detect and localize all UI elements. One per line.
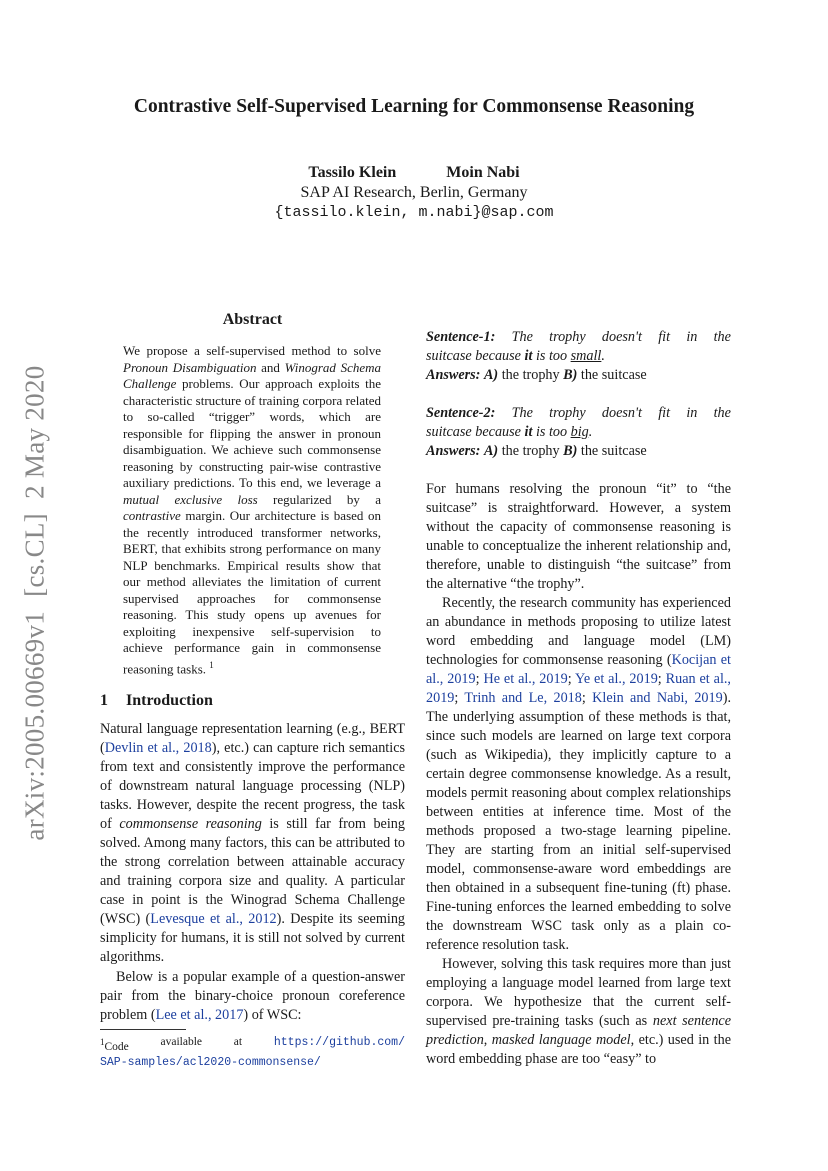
author-names (0, 163, 828, 183)
answers-label: Answers: (426, 443, 481, 459)
body-text: ; (475, 671, 484, 687)
pronoun: it (524, 424, 533, 440)
sentence-word: in (686, 329, 698, 345)
footnote-text: Code (104, 1040, 129, 1053)
citation-link[interactable]: Trinh and Le, 2018 (464, 690, 582, 706)
affiliation: SAP AI Research, Berlin, Germany (300, 184, 528, 201)
sentence-word: trophy (549, 329, 586, 345)
answer-option-text: the trophy (498, 367, 564, 383)
citation-link[interactable]: Klein and Nabi, 2019 (592, 690, 723, 706)
body-text: , (483, 1032, 492, 1048)
footnote-rule (100, 1029, 186, 1030)
author-name: Moin Nabi (446, 164, 520, 181)
body-text: ) of WSC: (243, 1007, 302, 1023)
example-sentence-2 (426, 404, 731, 461)
author-email: {tassilo.klein, m.nabi}@sap.com (274, 204, 554, 221)
citation-link[interactable]: Ruan et al., 2019 (426, 671, 731, 706)
sentence-word: The (511, 405, 533, 421)
body-emphasis: commonsense reasoning (119, 816, 262, 832)
abstract-text: regularized by a (257, 491, 381, 507)
abstract-emphasis: Winograd Schema Challenge (123, 359, 381, 391)
section-heading (100, 692, 405, 710)
sentence-word: doesn't (601, 405, 642, 421)
answer-option-text: the suitcase (577, 443, 647, 459)
citation-link[interactable]: Kocijan et al., 2019 (426, 652, 731, 687)
trigger-word: big (570, 424, 589, 440)
answer-option-label: B) (563, 443, 578, 459)
pronoun: it (524, 348, 533, 364)
sentence-text: suitcase because (426, 348, 525, 364)
author-name: Tassilo Klein (308, 164, 397, 181)
answer-option-label: A) (483, 443, 499, 459)
footnote-text: at (233, 1036, 243, 1048)
sentence-word: the (713, 405, 731, 421)
author-block (0, 163, 828, 223)
abstract-heading: Abstract (222, 311, 283, 328)
sentence-text: is too (532, 348, 571, 364)
body-text: , etc.) used in the word embedding phase are too “easy” to (426, 1032, 732, 1067)
footnote-url[interactable]: SAP-samples/acl2020-commonsense/ (100, 1055, 321, 1069)
body-emphasis: masked language model (491, 1032, 631, 1048)
answer-option-label: A) (483, 367, 499, 383)
footnote-number: 1 (100, 1037, 105, 1047)
body-text: ; (454, 690, 465, 706)
abstract-emphasis: contrastive (123, 508, 181, 523)
body-text: is still far from being solved. Among many factors, this can be attributed to the strong correlation between attainable accuracy and training corpora size and quality. A particular case in point is the Winograd Schema Challenge (WSC) ( (100, 816, 405, 927)
citation-link[interactable]: He et al., 2019 (483, 671, 568, 687)
body-text: ), etc.) can capture rich semantics from text and consistently improve the performance of downstream natural language processing (NLP) tasks. However, despite the recent progress, the task of (100, 740, 406, 832)
body-text: ; (581, 690, 593, 706)
abstract-body (123, 343, 381, 677)
sentence-text: is too (532, 424, 571, 440)
citation-link[interactable]: Ye et al., 2019 (575, 671, 658, 687)
abstract-text: We propose a self-supervised method to solve (123, 343, 381, 358)
sentence-word: fit (658, 405, 671, 421)
sentence-word: the (713, 329, 731, 345)
body-text: Recently, the research community has experienced an abundance in methods proposing to utilize latest word embedding and language model (LM) technologies for commonsense reasoning ( (426, 595, 731, 668)
intro-paragraph-2 (100, 968, 405, 1025)
citation-link[interactable]: Devlin et al., 2018 (104, 740, 212, 756)
answer-option-label: B) (563, 367, 578, 383)
body-text: ; (567, 671, 576, 687)
example-sentence-1 (426, 328, 731, 385)
sentence-label: Sentence-2: (426, 405, 496, 421)
footnote-text: available (160, 1036, 203, 1048)
abstract-text: margin. Our architecture is based on the recently introduced transformer networks, BERT, that exhibits strong performance on many NLP benchmarks. Empirical results show that our method alleviates the limitation of current supervised approaches for commonsense reasoning. This study opens up avenues for exploiting inexpensive self-supervision to achieve performance gain in commonsense reasoning tasks. (123, 508, 381, 676)
sentence-word: fit (658, 329, 671, 345)
sentence-text: . (588, 424, 593, 440)
trigger-word: small (570, 348, 602, 364)
sentence-label: Sentence-1: (426, 329, 496, 345)
arxiv-id: arXiv:2005.00669v1 [cs.CL] 2 May 2020 (19, 364, 50, 841)
arxiv-sidebar (14, 360, 56, 845)
body-emphasis: next sentence prediction (426, 1013, 732, 1048)
answer-option-text: the trophy (498, 443, 564, 459)
answer-option-text: the suitcase (577, 367, 647, 383)
body-text: ; (657, 671, 666, 687)
body-paragraph (426, 594, 731, 955)
body-paragraph (426, 955, 731, 1069)
sentence-word: in (686, 405, 698, 421)
abstract-emphasis: Pronoun Disambiguation (123, 359, 257, 375)
footnote (100, 1035, 405, 1070)
answers-label: Answers: (426, 367, 481, 383)
section-title: Introduction (126, 692, 213, 709)
abstract-text: and (256, 359, 285, 375)
right-column-body (426, 480, 731, 1069)
citation-link[interactable]: Lee et al., 2017 (155, 1007, 244, 1023)
footnote-url[interactable]: https://github.com/ (273, 1036, 405, 1049)
paper-title: Contrastive Self-Supervised Learning for Commonsense Reasoning (133, 96, 695, 117)
sentence-text: suitcase because (426, 424, 525, 440)
abstract-emphasis: mutual exclusive loss (123, 491, 258, 507)
footnote-marker[interactable]: 1 (209, 659, 214, 670)
abstract-text: problems. Our approach exploits the characteristic structure of training corpora related to so-called “trigger” words, which are responsible for flipping the answer in pronoun disambiguation. We achieve such commonsense reasoning by constructing pair-wise contrastive auxiliary predictions. To this end, we leverage a (123, 376, 381, 490)
body-text: Natural language representation learning (e.g., BERT ( (100, 721, 405, 756)
intro-paragraph-1 (100, 720, 405, 967)
body-text: However, solving this task requires more than just employing a language model learned from large text corpora. We hypothesize that the current self-supervised pre-training tasks (such as (426, 956, 731, 1029)
sentence-text: . (601, 348, 605, 364)
citation-link[interactable]: Levesque et al., 2012 (150, 911, 277, 927)
sentence-word: doesn't (601, 329, 642, 345)
section-number: 1 (100, 692, 108, 709)
body-text: ). Despite its seeming simplicity for humans, it is still not solved by current algorithms. (100, 911, 406, 965)
body-text: Below is a popular example of a question-answer pair from the binary-choice pronoun coreference problem ( (100, 969, 405, 1023)
sentence-word: The (511, 329, 533, 345)
body-text: ). The underlying assumption of these methods is that, since such models are learned on large text corpora (such as Wikipedia), they implicitly capture to a certain degree commonsense knowledge. As a result, models permit reasoning about complex relationships between entities at inference time. Most of the methods proposed a two-stage learning pipeline. They are starting from an initial self-supervised model, commonsense-aware word embeddings are then obtained in a subsequent fine-tuning (ft) phase. Fine-tuning enforces the learned embedding to solve the downstream WSC task only as a plain co-reference resolution task. (426, 690, 731, 953)
sentence-word: trophy (549, 405, 586, 421)
body-paragraph: For humans resolving the pronoun “it” to “the suitcase” is straightforward. However, a system without the capacity of commonsense reasoning is unable to conceptualize the inherent relationship and, therefore, unable to distinguish “the suitcase” from the alternative “the trophy”. (426, 481, 731, 592)
